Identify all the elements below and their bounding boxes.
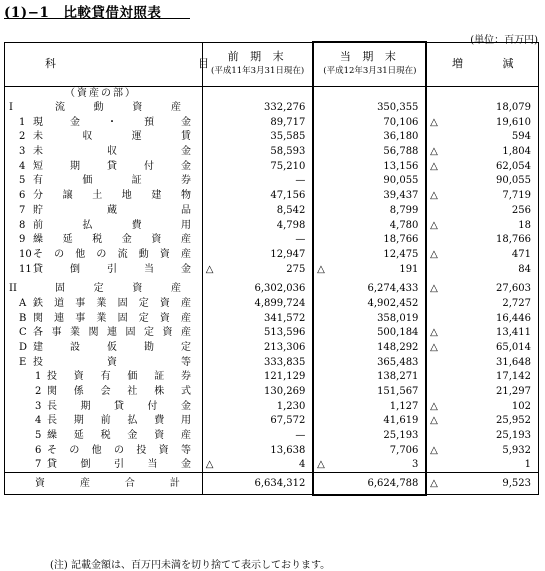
change-triangle: △ <box>430 248 438 260</box>
change-value: 25,952 <box>496 415 531 427</box>
row-label-cell <box>5 458 203 473</box>
curr-value: 500,184 <box>328 326 427 341</box>
prev-triangle: △ <box>202 262 216 277</box>
prev-value: 275 <box>286 263 306 275</box>
curr-value: 7,706 <box>328 444 427 459</box>
change-value: 65,014 <box>496 342 531 354</box>
prev-value: 13,638 <box>270 444 306 456</box>
section-title: （資産の部） <box>65 87 137 99</box>
prev-triangle <box>202 341 216 356</box>
change-triangle <box>426 311 440 326</box>
change-value: 18,766 <box>496 234 531 246</box>
prev-triangle <box>202 233 216 248</box>
prev-triangle <box>202 248 216 263</box>
row-label: 関 連 事 業 固 定 資 産 <box>33 312 191 324</box>
change-value: 16,446 <box>496 312 531 324</box>
curr-triangle <box>313 218 327 233</box>
total-change-value: 9,523 <box>441 473 539 495</box>
row-number: 1 <box>19 116 26 128</box>
change-triangle: △ <box>430 219 438 231</box>
row-number: 7 <box>35 459 42 471</box>
prev-triangle <box>202 311 216 326</box>
footnote: (注) 記載金額は、百万円未満を切り捨てて表示しております。 <box>50 560 331 571</box>
curr-value: 70,106 <box>328 115 427 130</box>
change-triangle: △ <box>430 160 438 172</box>
change-triangle: △ <box>430 400 438 412</box>
row-label-cell <box>5 248 203 263</box>
prev-value: 89,717 <box>270 116 306 128</box>
prev-value: 47,156 <box>270 190 306 202</box>
change-triangle <box>426 370 440 385</box>
row-label: 貯 蔵 品 <box>33 204 191 216</box>
curr-value: 18,766 <box>328 233 427 248</box>
change-value: 7,719 <box>502 190 531 202</box>
change-value: 5,932 <box>502 444 531 456</box>
curr-triangle <box>313 341 327 356</box>
row-number: II <box>9 283 17 295</box>
curr-triangle <box>313 297 327 312</box>
total-row <box>5 473 539 495</box>
table-row <box>5 429 539 444</box>
row-number: B <box>19 312 27 324</box>
row-number: 3 <box>19 146 26 158</box>
prev-triangle <box>202 282 216 297</box>
prev-triangle <box>202 385 216 400</box>
prev-triangle <box>202 399 216 414</box>
change-value: 17,142 <box>496 371 531 383</box>
change-triangle <box>426 429 440 444</box>
prev-value: 8,542 <box>276 204 306 216</box>
curr-value: 36,180 <box>328 130 427 145</box>
row-label-cell <box>5 218 203 233</box>
row-label-cell <box>5 233 203 248</box>
table-row <box>5 115 539 130</box>
row-number: 8 <box>19 219 26 231</box>
change-value: 13,411 <box>496 327 531 339</box>
prev-triangle: △ <box>202 458 216 473</box>
change-value: 90,055 <box>496 175 531 187</box>
page-title: (1)−1 比較貸借対照表 <box>4 5 162 21</box>
row-label-cell <box>5 174 203 189</box>
curr-triangle <box>313 159 327 174</box>
row-label: 長 期 貸 付 金 <box>47 400 191 412</box>
row-label: 貸 倒 引 当 金 <box>47 459 191 471</box>
curr-triangle <box>313 101 327 116</box>
prev-triangle <box>202 145 216 160</box>
curr-triangle <box>313 115 327 130</box>
row-number: I <box>9 102 13 114</box>
row-label: 関 係 会 社 株 式 <box>47 386 191 398</box>
row-label-cell <box>5 204 203 219</box>
change-triangle: △ <box>426 473 440 495</box>
prev-triangle <box>202 297 216 312</box>
curr-value: 350,355 <box>328 101 427 116</box>
change-triangle: △ <box>430 342 438 354</box>
table-row <box>5 204 539 219</box>
table-row <box>5 189 539 204</box>
row-label: 前 払 費 用 <box>33 219 191 231</box>
table-row <box>5 130 539 145</box>
row-label-cell <box>5 311 203 326</box>
header-prev: 前 期 末 (平成11年3月31日現在) <box>202 42 313 86</box>
prev-triangle <box>202 444 216 459</box>
curr-value: 8,799 <box>328 204 427 219</box>
row-label: そ の 他 の 投 資 等 <box>47 444 191 456</box>
row-number: D <box>19 342 28 354</box>
prev-value: 213,306 <box>264 342 306 354</box>
table-row <box>5 326 539 341</box>
change-triangle: △ <box>430 116 438 128</box>
row-label: 現 金 ・ 預 金 <box>33 116 191 128</box>
row-label-cell <box>5 326 203 341</box>
row-number: 11 <box>19 263 32 275</box>
row-label-cell <box>5 385 203 400</box>
row-label: 流 動 資 産 <box>55 102 181 114</box>
curr-value: 3 <box>328 458 427 473</box>
row-label-cell <box>5 282 203 297</box>
change-triangle <box>426 101 440 116</box>
prev-triangle <box>202 429 216 444</box>
change-value: 256 <box>511 204 531 216</box>
row-label: 未 収 金 <box>33 146 191 158</box>
row-number: C <box>19 327 27 339</box>
table-row <box>5 444 539 459</box>
row-label: 未 収 運 賃 <box>33 131 191 143</box>
change-value: 18 <box>518 219 531 231</box>
prev-triangle <box>202 189 216 204</box>
change-value: 21,297 <box>496 386 531 398</box>
row-label: 繰 延 税 金 資 産 <box>33 234 191 246</box>
curr-triangle <box>313 248 327 263</box>
curr-triangle <box>313 174 327 189</box>
total-curr-value: 6,624,788 <box>328 473 427 495</box>
change-value: 84 <box>518 263 531 275</box>
row-label-cell <box>5 101 203 116</box>
prev-triangle <box>202 130 216 145</box>
total-prev-value: 6,634,312 <box>216 473 313 495</box>
curr-value: 358,019 <box>328 311 427 326</box>
curr-value: 1,127 <box>328 399 427 414</box>
table-row <box>5 145 539 160</box>
change-value: 2,727 <box>502 297 531 309</box>
curr-value: 151,567 <box>328 385 427 400</box>
row-label: 有 価 証 券 <box>33 175 191 187</box>
curr-triangle <box>313 444 327 459</box>
change-triangle: △ <box>430 283 438 295</box>
row-label-cell <box>5 189 203 204</box>
change-triangle: △ <box>430 327 438 339</box>
prev-value: 130,269 <box>264 386 306 398</box>
curr-triangle <box>313 355 327 370</box>
row-label: 投 資 等 <box>33 356 191 368</box>
curr-triangle <box>313 233 327 248</box>
row-label-cell <box>5 414 203 429</box>
row-label: 貸 倒 引 当 金 <box>33 263 191 275</box>
curr-triangle <box>313 282 327 297</box>
row-number: 2 <box>35 386 42 398</box>
change-triangle <box>426 130 440 145</box>
header-row <box>5 42 539 86</box>
prev-value: — <box>295 175 306 187</box>
table-row <box>5 174 539 189</box>
curr-value: 148,292 <box>328 341 427 356</box>
table-row <box>5 159 539 174</box>
prev-triangle <box>202 174 216 189</box>
row-label-cell <box>5 130 203 145</box>
table-row <box>5 355 539 370</box>
change-triangle: △ <box>430 415 438 427</box>
row-label-cell <box>5 262 203 277</box>
curr-triangle <box>313 370 327 385</box>
table-row <box>5 414 539 429</box>
row-number: 7 <box>19 204 26 216</box>
table-row <box>5 399 539 414</box>
prev-value: 75,210 <box>270 160 306 172</box>
curr-triangle: △ <box>313 262 327 277</box>
prev-triangle <box>202 473 216 495</box>
change-value: 594 <box>511 131 531 143</box>
row-label-cell <box>5 399 203 414</box>
table-row <box>5 218 539 233</box>
prev-value: 333,835 <box>264 356 306 368</box>
change-value: 18,079 <box>496 102 531 114</box>
curr-triangle <box>313 326 327 341</box>
prev-triangle <box>202 218 216 233</box>
table-row <box>5 341 539 356</box>
prev-value: 121,129 <box>264 371 306 383</box>
curr-value: 138,271 <box>328 370 427 385</box>
prev-triangle <box>202 414 216 429</box>
curr-triangle <box>313 399 327 414</box>
table-row <box>5 101 539 116</box>
prev-value: 341,572 <box>264 312 306 324</box>
row-number: E <box>19 356 27 368</box>
curr-value: 90,055 <box>328 174 427 189</box>
unit-label: (単位：百万円) <box>470 35 538 46</box>
curr-value: 4,780 <box>328 218 427 233</box>
header-change: 増 減 <box>426 42 538 86</box>
curr-value: 41,619 <box>328 414 427 429</box>
curr-triangle <box>313 130 327 145</box>
row-number: 5 <box>35 430 42 442</box>
row-label: 固 定 資 産 <box>55 283 181 295</box>
table-row <box>5 458 539 473</box>
row-number: 4 <box>35 415 42 427</box>
prev-triangle <box>202 326 216 341</box>
prev-value: 12,947 <box>270 248 306 260</box>
row-label: 分 譲 土 地 建 物 <box>33 190 191 202</box>
prev-value: 332,276 <box>264 102 306 114</box>
curr-triangle <box>313 429 327 444</box>
curr-triangle <box>313 204 327 219</box>
prev-value: 4 <box>299 459 306 471</box>
balance-sheet-table <box>4 41 539 496</box>
change-triangle <box>426 355 440 370</box>
prev-value: 67,572 <box>270 415 306 427</box>
total-label: 資 産 合 計 <box>35 477 180 489</box>
row-number: 6 <box>19 190 26 202</box>
curr-triangle <box>313 145 327 160</box>
curr-value: 365,483 <box>328 355 427 370</box>
change-triangle <box>426 297 440 312</box>
change-triangle <box>426 262 440 277</box>
change-triangle <box>426 174 440 189</box>
curr-value: 4,902,452 <box>328 297 427 312</box>
change-triangle <box>426 385 440 400</box>
change-triangle: △ <box>430 146 438 158</box>
row-label-cell <box>5 297 203 312</box>
row-label-cell <box>5 355 203 370</box>
row-number: 5 <box>19 175 26 187</box>
table-row <box>5 311 539 326</box>
row-label: 繰 延 税 金 資 産 <box>47 430 191 442</box>
row-label: そ の 他 の 流 動 資 産 <box>33 248 191 260</box>
change-triangle: △ <box>430 190 438 202</box>
curr-value: 56,788 <box>328 145 427 160</box>
prev-value: 58,593 <box>270 146 306 158</box>
row-number: 4 <box>19 160 26 172</box>
row-number: 2 <box>19 131 26 143</box>
table-row <box>5 282 539 297</box>
row-label-cell <box>5 159 203 174</box>
prev-value: — <box>295 430 306 442</box>
row-number: 6 <box>35 444 42 456</box>
prev-triangle <box>202 370 216 385</box>
row-number: 9 <box>19 234 26 246</box>
change-value: 19,610 <box>496 116 531 128</box>
table-row <box>5 370 539 385</box>
curr-triangle <box>313 385 327 400</box>
row-label-cell <box>5 429 203 444</box>
change-value: 25,193 <box>496 430 531 442</box>
table-row <box>5 248 539 263</box>
table-row <box>5 233 539 248</box>
row-number: 10 <box>19 248 32 260</box>
row-label: 各 事 業 関 連 固 定 資 産 <box>33 327 191 339</box>
table-row <box>5 297 539 312</box>
change-triangle <box>426 233 440 248</box>
prev-triangle <box>202 355 216 370</box>
row-number: 3 <box>35 400 42 412</box>
curr-value: 6,274,433 <box>328 282 427 297</box>
table-row <box>5 385 539 400</box>
curr-value: 39,437 <box>328 189 427 204</box>
change-value: 27,603 <box>496 283 531 295</box>
curr-value: 25,193 <box>328 429 427 444</box>
row-label-cell <box>5 370 203 385</box>
row-label-cell <box>5 115 203 130</box>
change-triangle <box>426 458 440 473</box>
change-value: 62,054 <box>496 160 531 172</box>
prev-value: — <box>295 234 306 246</box>
change-value: 1 <box>524 459 531 471</box>
table-row <box>5 262 539 277</box>
row-label: 長 期 前 払 費 用 <box>47 415 191 427</box>
curr-triangle: △ <box>313 458 327 473</box>
total-label-cell <box>5 473 203 495</box>
change-triangle <box>426 204 440 219</box>
prev-value: 4,798 <box>276 219 306 231</box>
row-label: 建 設 仮 勘 定 <box>33 342 191 354</box>
row-number: 1 <box>35 371 42 383</box>
change-value: 1,804 <box>502 146 531 158</box>
row-label-cell <box>5 145 203 160</box>
row-label: 鉄 道 事 業 固 定 資 産 <box>33 297 191 309</box>
prev-value: 1,230 <box>276 400 306 412</box>
row-label-cell <box>5 444 203 459</box>
prev-value: 35,585 <box>270 131 306 143</box>
row-label: 短 期 貸 付 金 <box>33 160 191 172</box>
row-label-cell <box>5 341 203 356</box>
prev-triangle <box>202 115 216 130</box>
header-curr: 当 期 末 (平成12年3月31日現在) <box>313 42 426 86</box>
curr-value: 13,156 <box>328 159 427 174</box>
prev-triangle <box>202 159 216 174</box>
prev-value: 4,899,724 <box>254 297 306 309</box>
curr-value: 12,475 <box>328 248 427 263</box>
prev-triangle <box>202 101 216 116</box>
curr-triangle <box>313 414 327 429</box>
row-label: 投 資 有 価 証 券 <box>47 371 191 383</box>
row-number: A <box>19 297 27 309</box>
curr-value: 191 <box>328 262 427 277</box>
header-item: 科 目 <box>5 42 203 86</box>
curr-triangle <box>313 189 327 204</box>
change-value: 31,648 <box>496 356 531 368</box>
prev-value: 513,596 <box>264 327 306 339</box>
prev-value: 6,302,036 <box>254 283 306 295</box>
change-value: 471 <box>511 248 531 260</box>
change-triangle: △ <box>430 444 438 456</box>
prev-triangle <box>202 204 216 219</box>
change-value: 102 <box>511 400 531 412</box>
section-row <box>5 86 539 101</box>
curr-triangle <box>313 473 327 495</box>
curr-triangle <box>313 311 327 326</box>
title-underline <box>4 18 190 19</box>
